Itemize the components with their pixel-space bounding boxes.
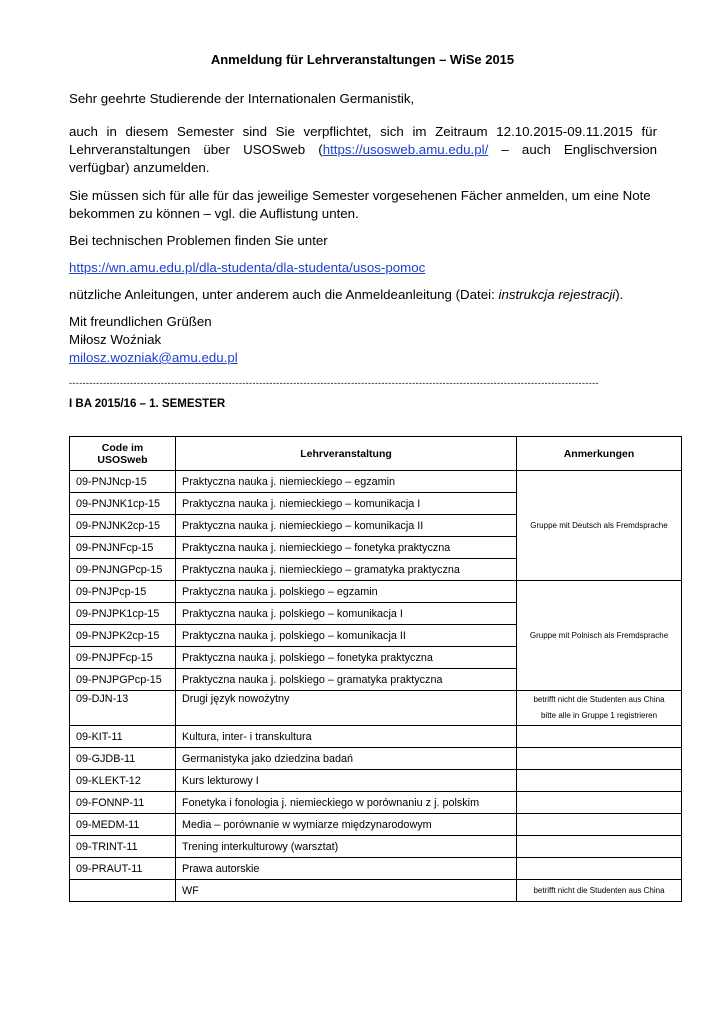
closing: Mit freundlichen Grüßen bbox=[69, 314, 212, 329]
course-code: 09-PNJNK1cp-15 bbox=[70, 493, 176, 515]
header-code: Code im USOSweb bbox=[70, 437, 176, 471]
course-code: 09-PNJNcp-15 bbox=[70, 471, 176, 493]
note-empty bbox=[517, 726, 682, 748]
course-name: Germanistyka jako dziedzina badań bbox=[176, 748, 517, 770]
signature-name: Miłosz Woźniak bbox=[69, 332, 162, 347]
course-code: 09-PRAUT-11 bbox=[70, 858, 176, 880]
paragraph-registration-period bbox=[69, 123, 657, 177]
table-row bbox=[70, 748, 682, 770]
table-row bbox=[70, 581, 682, 603]
course-table bbox=[69, 436, 682, 902]
course-code: 09-PNJPK1cp-15 bbox=[70, 603, 176, 625]
note-wf: betrifft nicht die Studenten aus China bbox=[517, 880, 682, 902]
note-empty bbox=[517, 770, 682, 792]
course-code: 09-FONNP-11 bbox=[70, 792, 176, 814]
table-header-row bbox=[70, 437, 682, 471]
course-code: 09-MEDM-11 bbox=[70, 814, 176, 836]
paragraph-text: – auch Englischversion verfügbar) anzumelden. bbox=[69, 142, 658, 175]
course-name: WF bbox=[176, 880, 517, 902]
course-name: Praktyczna nauka j. polskiego – komunikacja I bbox=[176, 603, 517, 625]
course-code: 09-GJDB-11 bbox=[70, 748, 176, 770]
header-notes: Anmerkungen bbox=[517, 437, 682, 471]
note-line: betrifft nicht die Studenten aus China bbox=[533, 695, 665, 704]
course-name: Praktyczna nauka j. niemieckiego – komunikacja II bbox=[176, 515, 517, 537]
course-code: 09-PNJPGPcp-15 bbox=[70, 669, 176, 691]
course-name: Trening interkulturowy (warsztat) bbox=[176, 836, 517, 858]
note-german-group: Gruppe mit Deutsch als Fremdsprache bbox=[517, 471, 682, 581]
section-heading: I BA 2015/16 – 1. SEMESTER bbox=[69, 398, 226, 410]
course-code bbox=[70, 880, 176, 902]
course-code: 09-KIT-11 bbox=[70, 726, 176, 748]
signature-block bbox=[69, 313, 657, 367]
course-name: Media – porównanie w wymiarze międzynarodowym bbox=[176, 814, 517, 836]
course-name: Fonetyka i fonologia j. niemieckiego w porównaniu z j. polskim bbox=[176, 792, 517, 814]
note-empty bbox=[517, 814, 682, 836]
greeting: Sehr geehrte Studierende der Internationalen Germanistik, bbox=[69, 91, 415, 106]
note-empty bbox=[517, 748, 682, 770]
course-name: Praktyczna nauka j. polskiego – gramatyka praktyczna bbox=[176, 669, 517, 691]
help-link-line bbox=[69, 259, 657, 277]
paragraph-guides bbox=[69, 286, 657, 304]
course-name: Praktyczna nauka j. niemieckiego – komunikacja I bbox=[176, 493, 517, 515]
course-code: 09-PNJNK2cp-15 bbox=[70, 515, 176, 537]
paragraph-text: nützliche Anleitungen, unter anderem auch die Anmeldeanleitung (Datei: bbox=[69, 287, 499, 302]
course-code: 09-PNJNGPcp-15 bbox=[70, 559, 176, 581]
table-row bbox=[70, 770, 682, 792]
course-code: 09-DJN-13 bbox=[70, 691, 176, 726]
table-row bbox=[70, 691, 682, 726]
note-empty bbox=[517, 836, 682, 858]
paragraph-text: auch in diesem Semester sind Sie verpflichtet, sich im Zeitraum 12.10.2015-09.11.2015 für Lehrveranstaltungen über USOSweb ( bbox=[69, 124, 657, 157]
course-code: 09-TRINT-11 bbox=[70, 836, 176, 858]
course-name: Kurs lekturowy I bbox=[176, 770, 517, 792]
table-row bbox=[70, 836, 682, 858]
course-name: Praktyczna nauka j. polskiego – fonetyka praktyczna bbox=[176, 647, 517, 669]
course-code: 09-PNJNFcp-15 bbox=[70, 537, 176, 559]
table-row bbox=[70, 792, 682, 814]
course-name: Praktyczna nauka j. niemieckiego – fonetyka praktyczna bbox=[176, 537, 517, 559]
note-djn bbox=[517, 691, 682, 726]
table-row bbox=[70, 471, 682, 493]
course-code: 09-PNJPFcp-15 bbox=[70, 647, 176, 669]
note-line: bitte alle in Gruppe 1 registrieren bbox=[540, 711, 658, 720]
note-empty bbox=[517, 792, 682, 814]
note-polish-group: Gruppe mit Polnisch als Fremdsprache bbox=[517, 581, 682, 691]
course-name: Kultura, inter- i transkultura bbox=[176, 726, 517, 748]
course-code: 09-PNJPcp-15 bbox=[70, 581, 176, 603]
table-row bbox=[70, 880, 682, 902]
course-name: Prawa autorskie bbox=[176, 858, 517, 880]
table-row bbox=[70, 858, 682, 880]
course-name: Praktyczna nauka j. niemieckiego – gramatyka praktyczna bbox=[176, 559, 517, 581]
course-code: 09-KLEKT-12 bbox=[70, 770, 176, 792]
paragraph-all-subjects: Sie müssen sich für alle für das jeweilige Semester vorgesehenen Fächer anmelden, um eine Note bekommen zu können – vgl. die Auflistung unten. bbox=[69, 188, 651, 221]
note-empty bbox=[517, 858, 682, 880]
course-name: Drugi język nowożytny bbox=[176, 691, 517, 726]
table-row bbox=[70, 726, 682, 748]
course-name: Praktyczna nauka j. polskiego – egzamin bbox=[176, 581, 517, 603]
header-course: Lehrveranstaltung bbox=[176, 437, 517, 471]
separator-line: ------------------------------------------------------------------------------------------------------------------------------------------------------------ bbox=[69, 378, 599, 388]
usos-help-link[interactable]: https://wn.amu.edu.pl/dla-studenta/dla-studenta/usos-pomoc bbox=[69, 260, 426, 275]
paragraph-text: ). bbox=[615, 287, 624, 302]
paragraph-technical-problems: Bei technischen Problemen finden Sie unter bbox=[69, 233, 328, 248]
usosweb-link[interactable]: https://usosweb.amu.edu.pl/ bbox=[322, 142, 489, 157]
course-name: Praktyczna nauka j. polskiego – komunikacja II bbox=[176, 625, 517, 647]
email-link[interactable]: milosz.wozniak@amu.edu.pl bbox=[69, 350, 238, 365]
page-title: Anmeldung für Lehrveranstaltungen – WiSe 2015 bbox=[210, 52, 515, 67]
course-name: Praktyczna nauka j. niemieckiego – egzamin bbox=[176, 471, 517, 493]
course-code: 09-PNJPK2cp-15 bbox=[70, 625, 176, 647]
file-name: instrukcja rejestracji bbox=[498, 287, 616, 302]
table-row bbox=[70, 814, 682, 836]
